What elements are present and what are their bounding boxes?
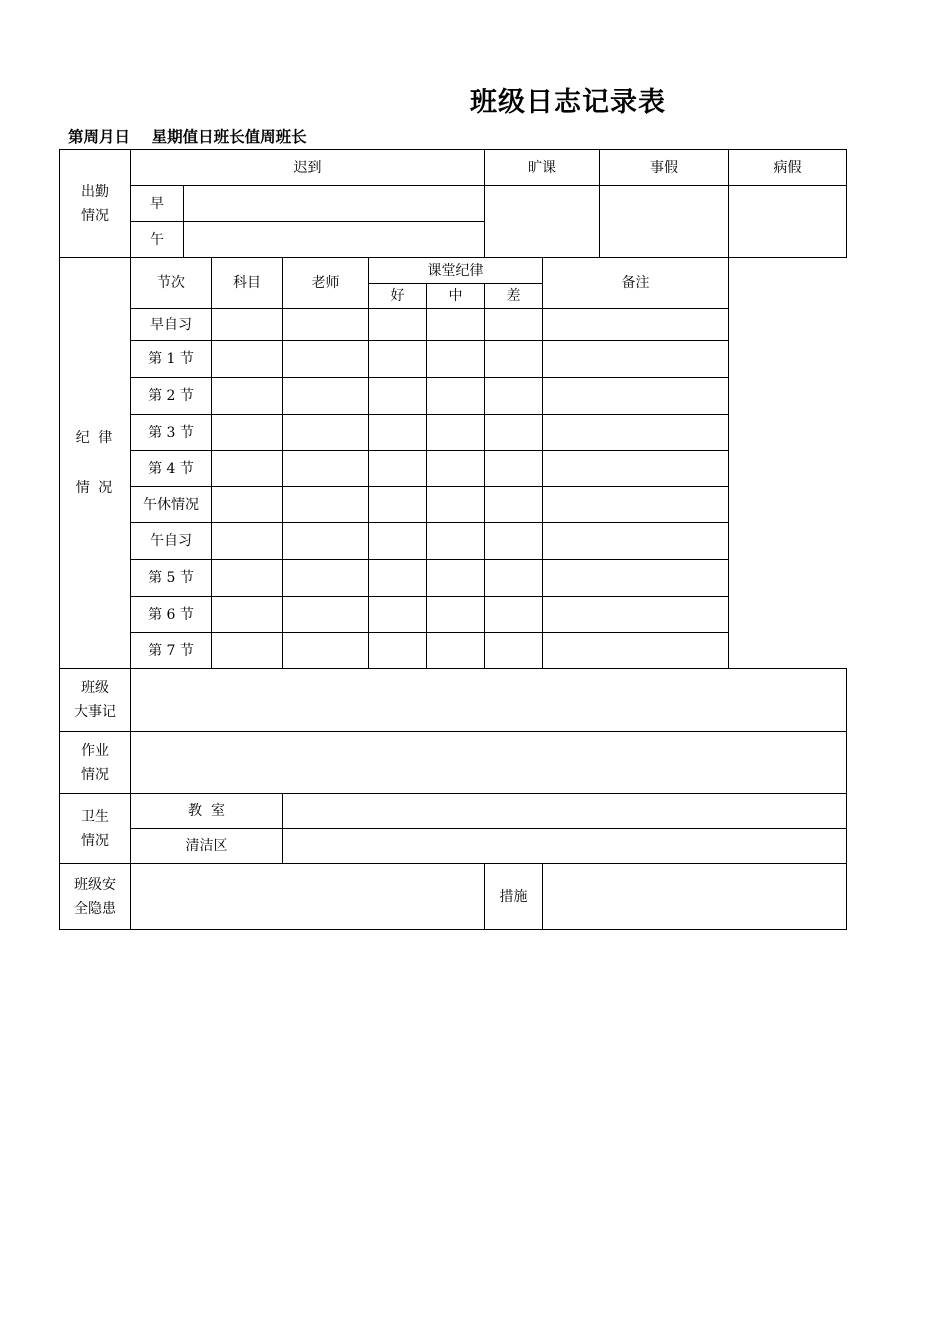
classroom-label: 教 室 xyxy=(131,794,283,829)
attendance-label: 出勤 情况 xyxy=(60,150,131,258)
clean-area-cell[interactable] xyxy=(283,829,847,864)
period-label: 第 6 节 xyxy=(131,597,212,633)
sick-leave-cell[interactable] xyxy=(729,186,847,258)
good-cell[interactable] xyxy=(369,415,427,451)
poor-cell[interactable] xyxy=(485,633,543,669)
good-cell[interactable] xyxy=(369,378,427,415)
poor-cell[interactable] xyxy=(485,378,543,415)
remarks-cell[interactable] xyxy=(543,597,729,633)
good-header: 好 xyxy=(369,284,427,309)
teacher-header: 老师 xyxy=(283,258,369,309)
period-row xyxy=(60,378,847,415)
teacher-cell[interactable] xyxy=(283,415,369,451)
period-row xyxy=(60,633,847,669)
clean-area-label: 清洁区 xyxy=(131,829,283,864)
subject-cell[interactable] xyxy=(212,487,283,523)
safety-hazard-cell[interactable] xyxy=(131,864,485,930)
period-label: 午休情况 xyxy=(131,487,212,523)
period-row xyxy=(60,451,847,487)
remarks-header: 备注 xyxy=(543,258,729,309)
good-cell[interactable] xyxy=(369,309,427,341)
safety-row xyxy=(60,864,847,930)
period-row xyxy=(60,523,847,560)
teacher-cell[interactable] xyxy=(283,451,369,487)
subject-cell[interactable] xyxy=(212,633,283,669)
subject-cell[interactable] xyxy=(212,378,283,415)
teacher-cell[interactable] xyxy=(283,523,369,560)
personal-leave-header: 事假 xyxy=(600,150,729,186)
period-label: 早自习 xyxy=(131,309,212,341)
measures-label: 措施 xyxy=(485,864,543,930)
class-log-table xyxy=(59,149,847,930)
sick-leave-header: 病假 xyxy=(729,150,847,186)
period-label: 第 3 节 xyxy=(131,415,212,451)
remarks-cell[interactable] xyxy=(543,415,729,451)
teacher-cell[interactable] xyxy=(283,597,369,633)
measures-cell[interactable] xyxy=(543,864,847,930)
period-row xyxy=(60,560,847,597)
teacher-cell[interactable] xyxy=(283,633,369,669)
medium-header: 中 xyxy=(427,284,485,309)
late-header: 迟到 xyxy=(131,150,485,186)
class-discipline-header: 课堂纪律 xyxy=(369,258,543,284)
poor-cell[interactable] xyxy=(485,309,543,341)
medium-cell[interactable] xyxy=(427,415,485,451)
homework-row xyxy=(60,732,847,794)
poor-cell[interactable] xyxy=(485,597,543,633)
attendance-morning-row xyxy=(60,186,847,222)
subject-cell[interactable] xyxy=(212,309,283,341)
good-cell[interactable] xyxy=(369,597,427,633)
teacher-cell[interactable] xyxy=(283,487,369,523)
homework-label: 作业 情况 xyxy=(60,732,131,794)
good-cell[interactable] xyxy=(369,487,427,523)
poor-cell[interactable] xyxy=(485,415,543,451)
absent-header: 旷课 xyxy=(485,150,600,186)
subject-cell[interactable] xyxy=(212,523,283,560)
good-cell[interactable] xyxy=(369,341,427,378)
medium-cell[interactable] xyxy=(427,451,485,487)
poor-header: 差 xyxy=(485,284,543,309)
afternoon-label: 午 xyxy=(131,222,184,258)
teacher-cell[interactable] xyxy=(283,341,369,378)
subject-cell[interactable] xyxy=(212,341,283,378)
afternoon-late-cell[interactable] xyxy=(184,222,485,258)
hygiene-label: 卫生 情况 xyxy=(60,794,131,864)
duty-info-line: 第周月日 星期值日班长值周班长 xyxy=(68,128,307,146)
classroom-cell[interactable] xyxy=(283,794,847,829)
remarks-cell[interactable] xyxy=(543,523,729,560)
subject-cell[interactable] xyxy=(212,597,283,633)
events-row xyxy=(60,669,847,732)
poor-cell[interactable] xyxy=(485,341,543,378)
period-header: 节次 xyxy=(131,258,212,309)
good-cell[interactable] xyxy=(369,451,427,487)
absent-cell[interactable] xyxy=(485,186,600,258)
period-row xyxy=(60,309,847,341)
good-cell[interactable] xyxy=(369,633,427,669)
period-label: 第 4 节 xyxy=(131,451,212,487)
teacher-cell[interactable] xyxy=(283,378,369,415)
remarks-cell[interactable] xyxy=(543,560,729,597)
good-cell[interactable] xyxy=(369,523,427,560)
period-label: 第 1 节 xyxy=(131,341,212,378)
poor-cell[interactable] xyxy=(485,523,543,560)
medium-cell[interactable] xyxy=(427,309,485,341)
morning-late-cell[interactable] xyxy=(184,186,485,222)
remarks-cell[interactable] xyxy=(543,451,729,487)
period-label: 第 7 节 xyxy=(131,633,212,669)
remarks-cell[interactable] xyxy=(543,341,729,378)
teacher-cell[interactable] xyxy=(283,560,369,597)
remarks-cell[interactable] xyxy=(543,309,729,341)
period-row xyxy=(60,415,847,451)
medium-cell[interactable] xyxy=(427,633,485,669)
attendance-header-row xyxy=(60,150,847,186)
subject-cell[interactable] xyxy=(212,560,283,597)
subject-cell[interactable] xyxy=(212,451,283,487)
period-label: 午自习 xyxy=(131,523,212,560)
subject-cell[interactable] xyxy=(212,415,283,451)
subject-header: 科目 xyxy=(212,258,283,309)
personal-leave-cell[interactable] xyxy=(600,186,729,258)
homework-cell[interactable] xyxy=(131,732,847,794)
page-title: 班级日志记录表 xyxy=(470,87,666,118)
events-label: 班级 大事记 xyxy=(60,669,131,732)
poor-cell[interactable] xyxy=(485,487,543,523)
events-cell[interactable] xyxy=(131,669,847,732)
morning-label: 早 xyxy=(131,186,184,222)
period-label: 第 2 节 xyxy=(131,378,212,415)
poor-cell[interactable] xyxy=(485,560,543,597)
remarks-cell[interactable] xyxy=(543,633,729,669)
medium-cell[interactable] xyxy=(427,341,485,378)
discipline-header-row xyxy=(60,258,847,284)
medium-cell[interactable] xyxy=(427,560,485,597)
remarks-cell[interactable] xyxy=(543,378,729,415)
medium-cell[interactable] xyxy=(427,597,485,633)
safety-label: 班级安 全隐患 xyxy=(60,864,131,930)
medium-cell[interactable] xyxy=(427,378,485,415)
hygiene-classroom-row xyxy=(60,794,847,829)
teacher-cell[interactable] xyxy=(283,309,369,341)
discipline-label: 纪 律 情 况 xyxy=(60,258,131,669)
period-label: 第 5 节 xyxy=(131,560,212,597)
good-cell[interactable] xyxy=(369,560,427,597)
medium-cell[interactable] xyxy=(427,487,485,523)
period-row xyxy=(60,341,847,378)
remarks-cell[interactable] xyxy=(543,487,729,523)
medium-cell[interactable] xyxy=(427,523,485,560)
poor-cell[interactable] xyxy=(485,451,543,487)
hygiene-clean-area-row xyxy=(60,829,847,864)
period-row xyxy=(60,597,847,633)
period-row xyxy=(60,487,847,523)
